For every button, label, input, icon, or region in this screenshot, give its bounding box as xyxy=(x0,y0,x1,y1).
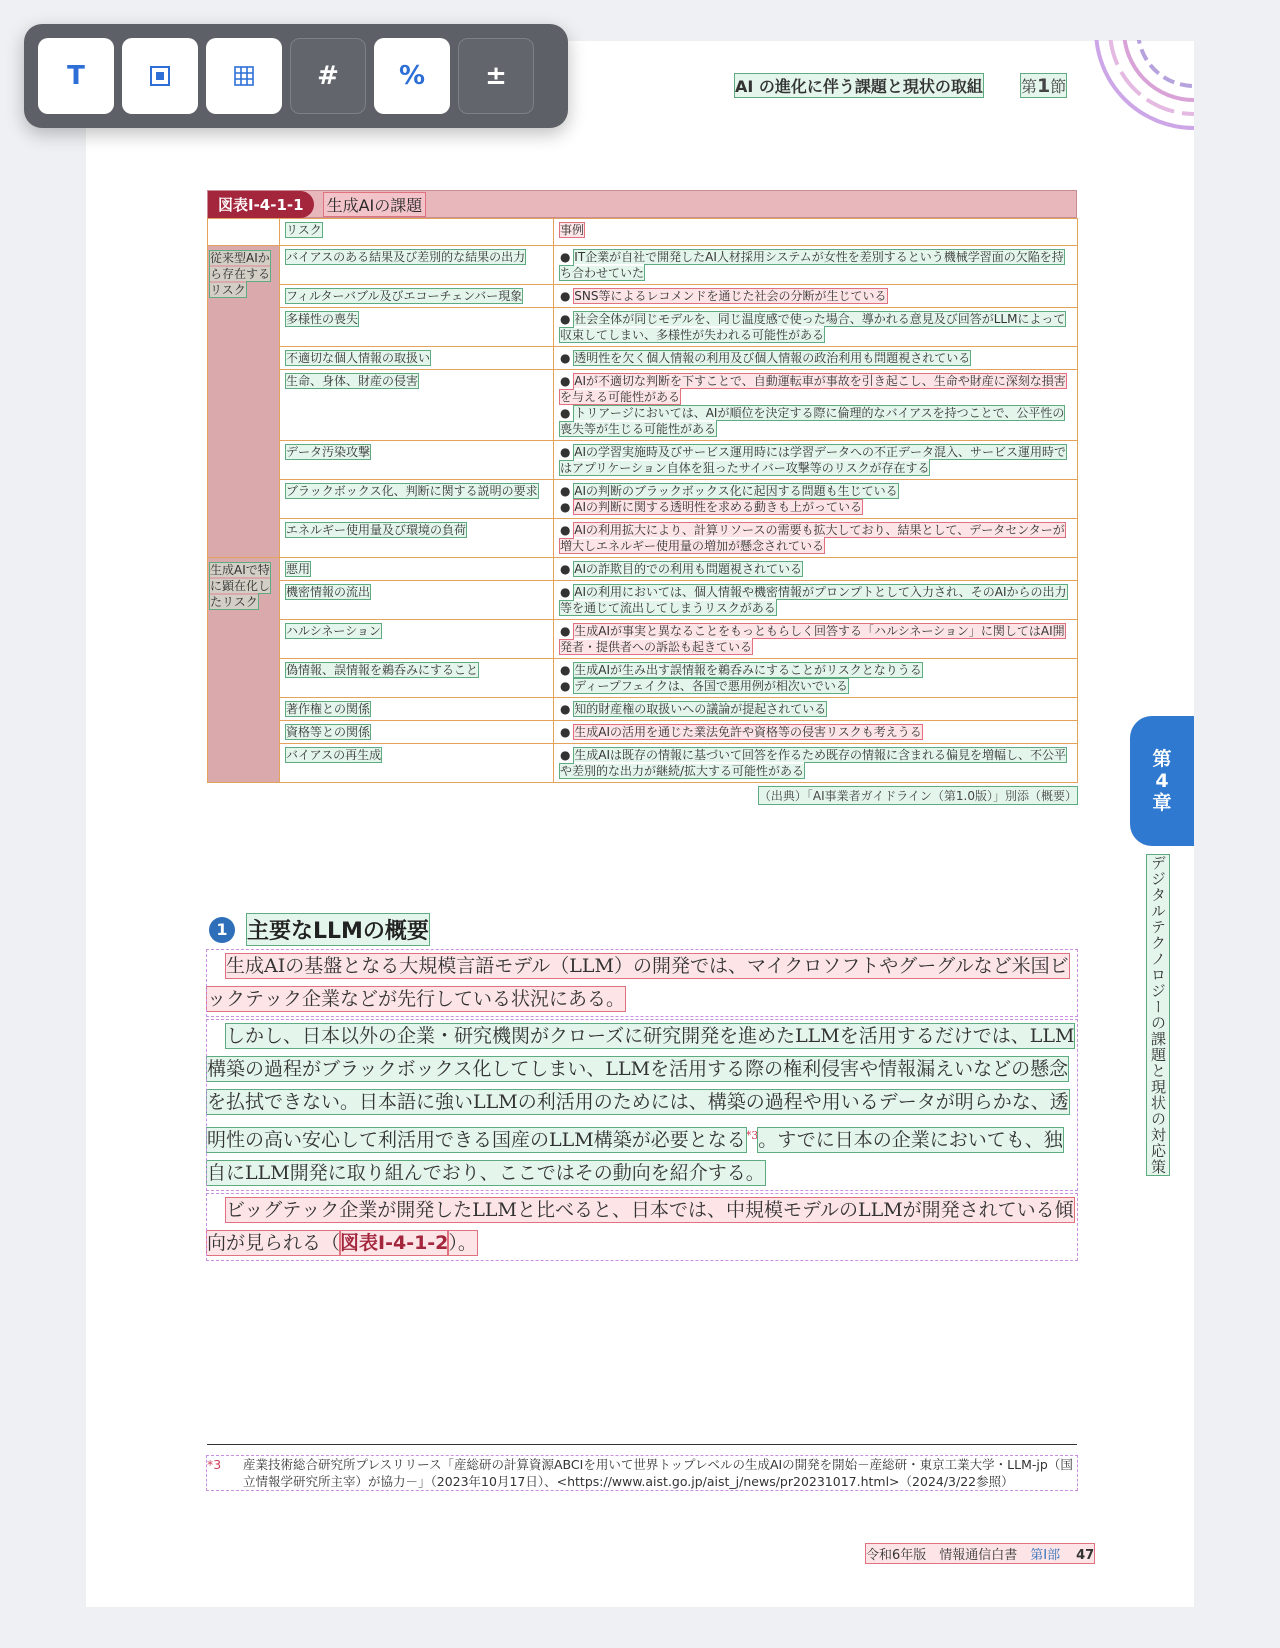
case-cell xyxy=(554,721,1078,744)
risk-cell: 偽情報、誤情報を鵜呑みにすること xyxy=(280,659,554,698)
risk-cell: エネルギー使用量及び環境の負荷 xyxy=(280,519,554,558)
case-item: ● ディープフェイクは、各国で悪用例が相次いでいる xyxy=(560,679,848,693)
table-row xyxy=(208,558,1078,581)
table-row xyxy=(208,370,1078,441)
footnote-text: 産業技術総合研究所プレスリリース「産総研の計算資源ABCIを用いて世界トップレベルの生成AIの開発を開始－産総研・東京工業大学・LLM-jp（国立情報学研究所主宰）が協力－」（2023年10月17日）、<https://www.aist.go.jp/aist_j/news/pr20231017.html>（2024/3/22参照） xyxy=(243,1457,1073,1489)
case-item: ● AIの利用においては、個人情報や機密情報がプロンプトとして入力され、そのAIからの出力等を通じて流出してしまうリスクがある xyxy=(560,585,1067,615)
table-row xyxy=(208,698,1078,721)
risk-cell: フィルターバブル及びエコーチェンバー現象 xyxy=(280,285,554,308)
footnote-mark: *3 xyxy=(207,1457,222,1472)
case-item: ● 透明性を欠く個人情報の利用及び個人情報の政治利用も問題視されている xyxy=(560,351,971,365)
section-number-badge: 1 xyxy=(209,917,235,943)
table-row xyxy=(208,620,1078,659)
risk-cell: 資格等との関係 xyxy=(280,721,554,744)
case-item: ● AIが不適切な判断を下すことで、自動運転車が事故を引き起こし、生命や財産に深刻な損害を与える可能性がある xyxy=(560,374,1066,404)
chapter-tab[interactable]: 第 4 章 xyxy=(1130,716,1194,846)
case-cell xyxy=(554,441,1078,480)
risk-table xyxy=(207,218,1078,783)
bullet-icon: ● xyxy=(560,445,575,459)
table-row xyxy=(208,581,1078,620)
section-heading xyxy=(209,914,429,945)
table-row xyxy=(208,480,1078,519)
case-item: ● トリアージにおいては、AIが順位を決定する際に倫理的なバイアスを持つことで、公平性の喪失等が生じる可能性がある xyxy=(560,406,1065,436)
category-legacy-ai: 従来型AIから存在するリスク xyxy=(208,246,280,558)
case-item: ● AIの利用拡大により、計算リソースの需要も拡大しており、結果として、データセンターが増大しエネルギー使用量の増加が懸念されている xyxy=(560,523,1065,553)
bullet-icon: ● xyxy=(560,562,575,576)
case-cell xyxy=(554,285,1078,308)
running-title: AI の進化に伴う課題と現状の取組 xyxy=(735,74,983,97)
page-number: 47 xyxy=(1076,1548,1095,1563)
case-cell xyxy=(554,308,1078,347)
risk-cell: 著作権との関係 xyxy=(280,698,554,721)
figure-reference-link[interactable]: 図表Ⅰ-4-1-2 xyxy=(340,1232,449,1255)
risk-table-figure xyxy=(207,190,1077,805)
table-row xyxy=(208,246,1078,285)
bullet-icon: ● xyxy=(560,523,575,537)
bullet-icon: ● xyxy=(560,250,575,264)
column-header-risk: リスク xyxy=(280,219,554,246)
case-cell xyxy=(554,744,1078,783)
case-cell xyxy=(554,558,1078,581)
case-cell xyxy=(554,620,1078,659)
risk-cell: 機密情報の流出 xyxy=(280,581,554,620)
text-tool-button[interactable]: T xyxy=(38,38,114,114)
footnote xyxy=(207,1456,1077,1490)
risk-cell: バイアスのある結果及び差別的な結果の出力 xyxy=(280,246,554,285)
number-tool-button[interactable]: # xyxy=(290,38,366,114)
case-item: ● 知的財産権の取扱いへの議論が提起されている xyxy=(560,702,827,716)
bullet-icon: ● xyxy=(560,374,575,388)
bullet-icon: ● xyxy=(560,702,575,716)
case-item: ● 生成AIの活用を通じた業法免許や資格等の侵害リスクも考えうる xyxy=(560,725,922,739)
bullet-icon: ● xyxy=(560,748,575,762)
figure-header xyxy=(207,190,1077,218)
bullet-icon: ● xyxy=(560,312,575,326)
plusminus-tool-button[interactable]: ± xyxy=(458,38,534,114)
bullet-icon: ● xyxy=(560,500,575,514)
page-footer: 令和6年版 情報通信白書 第Ⅰ部 47 xyxy=(866,1544,1094,1563)
box-tool-button[interactable] xyxy=(122,38,198,114)
chapter-title-vertical: デジタルテクノロジーの課題と現状の対応策 xyxy=(1149,855,1167,1175)
case-item: ● 生成AIは既存の情報に基づいて回答を作るため既存の情報に含まれる偏見を増幅し、不公平や差別的な出力が継続/拡大する可能性がある xyxy=(560,748,1067,778)
bullet-icon: ● xyxy=(560,484,575,498)
risk-cell: ハルシネーション xyxy=(280,620,554,659)
paragraph-1: 生成AIの基盤となる大規模言語モデル（LLM）の開発では、マイクロソフトやグーグルなど米国ビックテック企業などが先行している状況にある。 xyxy=(207,950,1077,1016)
table-row xyxy=(208,347,1078,370)
case-cell xyxy=(554,698,1078,721)
section-title: 主要なLLMの概要 xyxy=(247,914,429,945)
percent-tool-button[interactable]: % xyxy=(374,38,450,114)
bullet-icon: ● xyxy=(560,663,575,677)
footnote-rule xyxy=(207,1444,1077,1445)
case-cell xyxy=(554,480,1078,519)
risk-cell: バイアスの再生成 xyxy=(280,744,554,783)
table-row xyxy=(208,659,1078,698)
table-row xyxy=(208,519,1078,558)
risk-cell: データ汚染攻撃 xyxy=(280,441,554,480)
case-item: ● 生成AIが事実と異なることをもっともらしく回答する「ハルシネーション」に関してはAI開発者・提供者への訴訟も起きている xyxy=(560,624,1065,654)
body-text xyxy=(207,950,1077,1264)
bullet-icon: ● xyxy=(560,679,575,693)
figure-title: 生成AIの課題 xyxy=(324,193,426,216)
table-row xyxy=(208,744,1078,783)
case-item: ● AIの判断のブラックボックス化に起因する問題も生じている xyxy=(560,484,898,498)
section-label: 第1節 xyxy=(1021,75,1067,97)
case-item: ● SNS等によるレコメンドを通じた社会の分断が生じている xyxy=(560,289,887,303)
corner-decoration xyxy=(1060,40,1194,136)
column-header-case: 事例 xyxy=(554,219,1078,246)
annotation-toolbar xyxy=(24,24,568,128)
case-item: ● AIの学習実施時及びサービス運用時には学習データへの不正データ混入、サービス運用時ではアプリケーション自体を狙ったサイバー攻撃等のリスクが存在する xyxy=(560,445,1067,475)
paragraph-2: しかし、日本以外の企業・研究機関がクローズに研究開発を進めたLLMを活用するだけでは、LLM構築の過程がブラックボックス化してしまい、LLMを活用する際の権利侵害や情報漏えいなどの懸念を払拭できない。日本語に強いLLMの利活用のためには、構築の過程や用いるデータが明らかな、透明性の高い安心して利活用できる国産のLLM構築が必要となる$^{*3}$。すでに日本の企業においても、独自にLLM開発に取り組んでおり、ここではその動向を紹介する。 xyxy=(207,1020,1077,1190)
bullet-icon: ● xyxy=(560,289,575,303)
case-item: ● AIの判断に関する透明性を求める動きも上がっている xyxy=(560,500,863,514)
risk-cell: 多様性の喪失 xyxy=(280,308,554,347)
case-cell xyxy=(554,519,1078,558)
table-row xyxy=(208,308,1078,347)
table-icon xyxy=(233,65,255,87)
bullet-icon: ● xyxy=(560,624,575,638)
case-cell xyxy=(554,370,1078,441)
bullet-icon: ● xyxy=(560,406,575,420)
risk-cell: ブラックボックス化、判断に関する説明の要求 xyxy=(280,480,554,519)
table-row xyxy=(208,721,1078,744)
table-tool-button[interactable] xyxy=(206,38,282,114)
case-cell xyxy=(554,347,1078,370)
case-item: ● IT企業が自社で開発したAI人材採用システムが女性を差別するという機械学習面の欠陥を持ち合わせていた xyxy=(560,250,1064,280)
risk-cell: 悪用 xyxy=(280,558,554,581)
table-row xyxy=(208,441,1078,480)
case-item: ● 生成AIが生み出す誤情報を鵜呑みにすることがリスクとなりうる xyxy=(560,663,922,677)
case-item: ● AIの詐欺目的での利用も問題視されている xyxy=(560,562,803,576)
risk-cell: 生命、身体、財産の侵害 xyxy=(280,370,554,441)
case-cell xyxy=(554,581,1078,620)
table-row xyxy=(208,285,1078,308)
footnote-ref[interactable]: *3 xyxy=(745,1129,759,1142)
case-item: ● 社会全体が同じモデルを、同じ温度感で使った場合、導かれる意見及び回答がLLMによって収束してしまい、多様性が失われる可能性がある xyxy=(560,312,1066,342)
bullet-icon: ● xyxy=(560,725,575,739)
box-icon xyxy=(149,65,171,87)
category-generative-ai: 生成AIで特に顕在化したリスク xyxy=(208,558,280,783)
bullet-icon: ● xyxy=(560,351,575,365)
risk-cell: 不適切な個人情報の取扱い xyxy=(280,347,554,370)
paragraph-3: ビッグテック企業が開発したLLMと比べると、日本では、中規模モデルのLLMが開発されている傾向が見られる（図表Ⅰ-4-1-2）。 xyxy=(207,1194,1077,1260)
figure-source: （出典）「AI事業者ガイドライン（第1.0版）」別添（概要） xyxy=(758,789,1077,803)
case-cell xyxy=(554,659,1078,698)
bullet-icon: ● xyxy=(560,585,575,599)
case-cell xyxy=(554,246,1078,285)
figure-tag: 図表Ⅰ-4-1-1 xyxy=(208,191,314,218)
